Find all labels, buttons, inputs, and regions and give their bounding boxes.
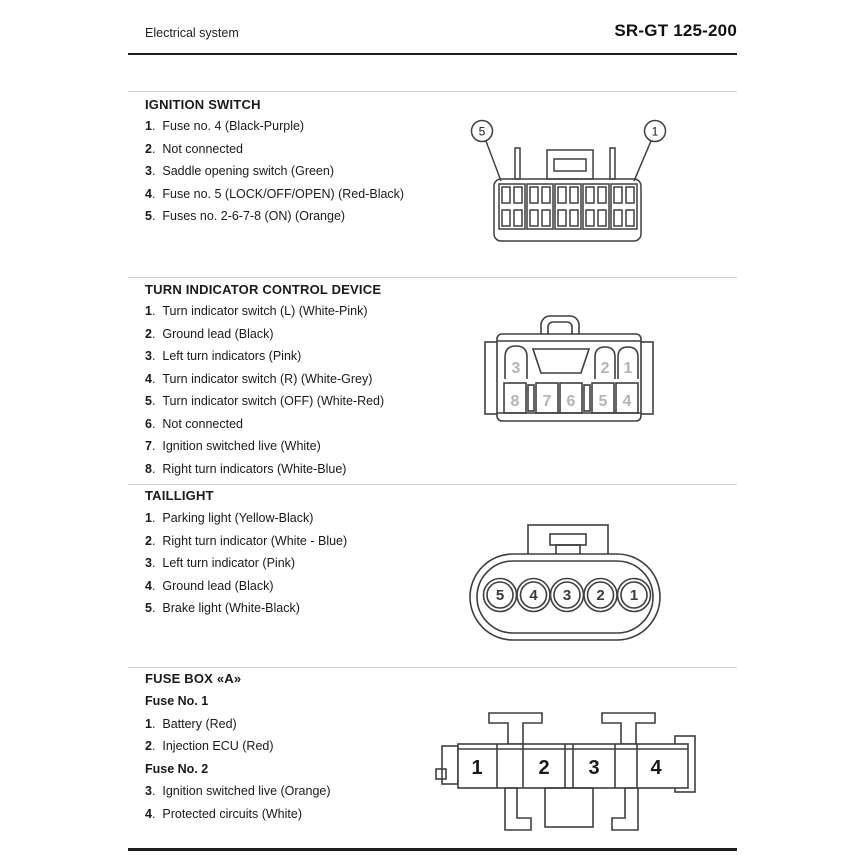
pin-number: 3 . bbox=[145, 164, 162, 178]
pin-number: 4 . bbox=[145, 187, 162, 201]
fuse-cell-label: 1 bbox=[471, 757, 483, 779]
terminal-cell bbox=[499, 184, 525, 229]
section-divider bbox=[128, 91, 737, 92]
header-rule bbox=[128, 53, 737, 55]
section-title-taillight: TAILLIGHT bbox=[145, 488, 214, 503]
pin-label: 2 bbox=[600, 360, 610, 377]
connector-handle-inner bbox=[548, 322, 572, 334]
section-divider bbox=[128, 277, 737, 278]
pin-number: 5 . bbox=[145, 394, 162, 408]
pin-list-item bbox=[145, 579, 274, 593]
terminal-cell bbox=[527, 184, 553, 229]
pin-list-item bbox=[145, 556, 295, 570]
pin-label: 2 bbox=[596, 587, 605, 604]
taillight-connector-diagram bbox=[462, 518, 668, 645]
pin-description: Ground lead (Black) bbox=[162, 579, 274, 593]
pin-list-item bbox=[145, 142, 243, 156]
pin-list-item bbox=[145, 534, 347, 548]
pin-description: Left turn indicator (Pink) bbox=[162, 556, 296, 570]
section-title-fuse-box: FUSE BOX «A» bbox=[145, 671, 242, 686]
pin-list-item bbox=[145, 372, 372, 386]
pin-description: Ignition switched live (Orange) bbox=[162, 784, 331, 798]
header-doc-section: Electrical system bbox=[145, 26, 239, 40]
pin-label: 5 bbox=[598, 393, 608, 410]
pin-label: 5 bbox=[495, 587, 505, 604]
left-bracket-notch bbox=[436, 769, 446, 779]
pin-label: 3 bbox=[511, 360, 521, 377]
pin-label: 3 bbox=[562, 587, 572, 604]
terminal-cell bbox=[611, 184, 637, 229]
pin-list-item bbox=[145, 119, 304, 133]
pin-number: 5 . bbox=[145, 601, 162, 615]
pin-number: 3 . bbox=[145, 556, 162, 570]
pin-description: Fuse no. 4 (Black-Purple) bbox=[162, 119, 305, 133]
pin-number: 1 . bbox=[145, 119, 162, 133]
fuse-box-diagram bbox=[432, 705, 722, 835]
pin-description: Not connected bbox=[162, 142, 243, 156]
pin-list-item bbox=[145, 601, 300, 615]
pin-number: 3 . bbox=[145, 784, 162, 798]
pin-number: 2 . bbox=[145, 739, 162, 753]
callout-leader bbox=[634, 141, 651, 181]
pin-list-item bbox=[145, 349, 301, 363]
side-tab bbox=[640, 342, 653, 414]
pin-number: 1 . bbox=[145, 304, 162, 318]
pin-number: 8 . bbox=[145, 462, 162, 476]
bottom-hook bbox=[612, 788, 638, 830]
pin-number: 6 . bbox=[145, 417, 162, 431]
section-title-ignition-switch: IGNITION SWITCH bbox=[145, 97, 261, 112]
pin-description: Ground lead (Black) bbox=[162, 327, 274, 341]
pin-list-item bbox=[145, 187, 404, 201]
fuse-cell-label: 3 bbox=[588, 757, 600, 779]
pin-description: Saddle opening switch (Green) bbox=[162, 164, 334, 178]
pin-description: Not connected bbox=[162, 417, 243, 431]
connector-prong bbox=[515, 148, 520, 179]
pin-list-item bbox=[145, 739, 274, 753]
callout-number: 1 bbox=[651, 124, 659, 139]
pin-list-item bbox=[145, 394, 384, 408]
connector-latch-inner bbox=[550, 534, 586, 545]
callout-leader bbox=[486, 141, 501, 181]
pin-description: Turn indicator switch (L) (White-Pink) bbox=[162, 304, 368, 318]
ignition-switch-connector-diagram bbox=[455, 105, 730, 250]
pin-description: Fuses no. 2-6-7-8 (ON) (Orange) bbox=[162, 209, 346, 223]
pin-number: 7 . bbox=[145, 439, 162, 453]
fuse-subtitle-1: Fuse No. 1 bbox=[145, 694, 209, 708]
pin-number: 3 . bbox=[145, 349, 162, 363]
pin-number: 4 . bbox=[145, 372, 162, 386]
pin-list-item bbox=[145, 511, 313, 525]
pin-label: 4 bbox=[529, 587, 538, 604]
terminal-cell bbox=[555, 184, 581, 229]
pin-description: Brake light (White-Black) bbox=[162, 601, 300, 615]
pin-list-item bbox=[145, 164, 334, 178]
pin-number: 2 . bbox=[145, 327, 162, 341]
pin-description: Fuse no. 5 (LOCK/OFF/OPEN) (Red-Black) bbox=[162, 187, 405, 201]
pin-number: 1 . bbox=[145, 717, 162, 731]
pin-number: 5 . bbox=[145, 209, 162, 223]
pin-label: 1 bbox=[623, 360, 633, 377]
pin-list-item bbox=[145, 462, 346, 476]
terminal-cell bbox=[583, 184, 609, 229]
pin-list-item bbox=[145, 784, 331, 798]
pin-description: Protected circuits (White) bbox=[162, 807, 302, 821]
section-divider bbox=[128, 484, 737, 485]
pin-description: Parking light (Yellow-Black) bbox=[162, 511, 314, 525]
pin-number: 1 . bbox=[145, 511, 162, 525]
header-model-title: SR-GT 125-200 bbox=[614, 21, 737, 40]
pin-description: Battery (Red) bbox=[162, 717, 237, 731]
bottom-center-tab bbox=[545, 788, 593, 827]
pin-number: 2 . bbox=[145, 534, 162, 548]
pin-description: Turn indicator switch (OFF) (White-Red) bbox=[162, 394, 385, 408]
pin-label: 1 bbox=[629, 587, 639, 604]
pin-description: Right turn indicators (White-Blue) bbox=[162, 462, 347, 476]
pin-label: 8 bbox=[510, 393, 520, 410]
pin-list-item bbox=[145, 209, 345, 223]
section-title-turn-indicator: TURN INDICATOR CONTROL DEVICE bbox=[145, 282, 382, 297]
section-divider bbox=[128, 667, 737, 668]
pin-list-item bbox=[145, 807, 302, 821]
pin-list-item bbox=[145, 304, 368, 318]
pin-list-item bbox=[145, 439, 321, 453]
pin-label: 4 bbox=[622, 393, 632, 410]
top-t-tab bbox=[489, 713, 542, 744]
side-tab bbox=[485, 342, 498, 414]
fuse-subtitle-2: Fuse No. 2 bbox=[145, 762, 209, 776]
pin-list-item bbox=[145, 417, 243, 431]
fuse-cell-label: 4 bbox=[650, 757, 662, 779]
pin-number: 4 . bbox=[145, 807, 162, 821]
pin-list-item bbox=[145, 717, 237, 731]
connector-prong bbox=[610, 148, 615, 179]
connector-latch-inner bbox=[554, 159, 586, 171]
turn-indicator-connector-diagram bbox=[478, 308, 660, 428]
pin-description: Ignition switched live (White) bbox=[162, 439, 321, 453]
pin-description: Right turn indicator (White - Blue) bbox=[162, 534, 348, 548]
top-t-tab bbox=[602, 713, 655, 744]
bottom-hook bbox=[505, 788, 531, 830]
pin-description: Left turn indicators (Pink) bbox=[162, 349, 302, 363]
connector-handle bbox=[541, 316, 579, 334]
footer-rule bbox=[128, 848, 737, 851]
pin-label: 7 bbox=[542, 393, 552, 410]
pin-list-item bbox=[145, 327, 274, 341]
pin-number: 2 . bbox=[145, 142, 162, 156]
pin-description: Turn indicator switch (R) (White-Grey) bbox=[162, 372, 373, 386]
pin-number: 4 . bbox=[145, 579, 162, 593]
pin-description: Injection ECU (Red) bbox=[162, 739, 274, 753]
pin-label: 6 bbox=[566, 393, 576, 410]
callout-number: 5 bbox=[478, 124, 486, 139]
fuse-cell-label: 2 bbox=[538, 757, 550, 779]
